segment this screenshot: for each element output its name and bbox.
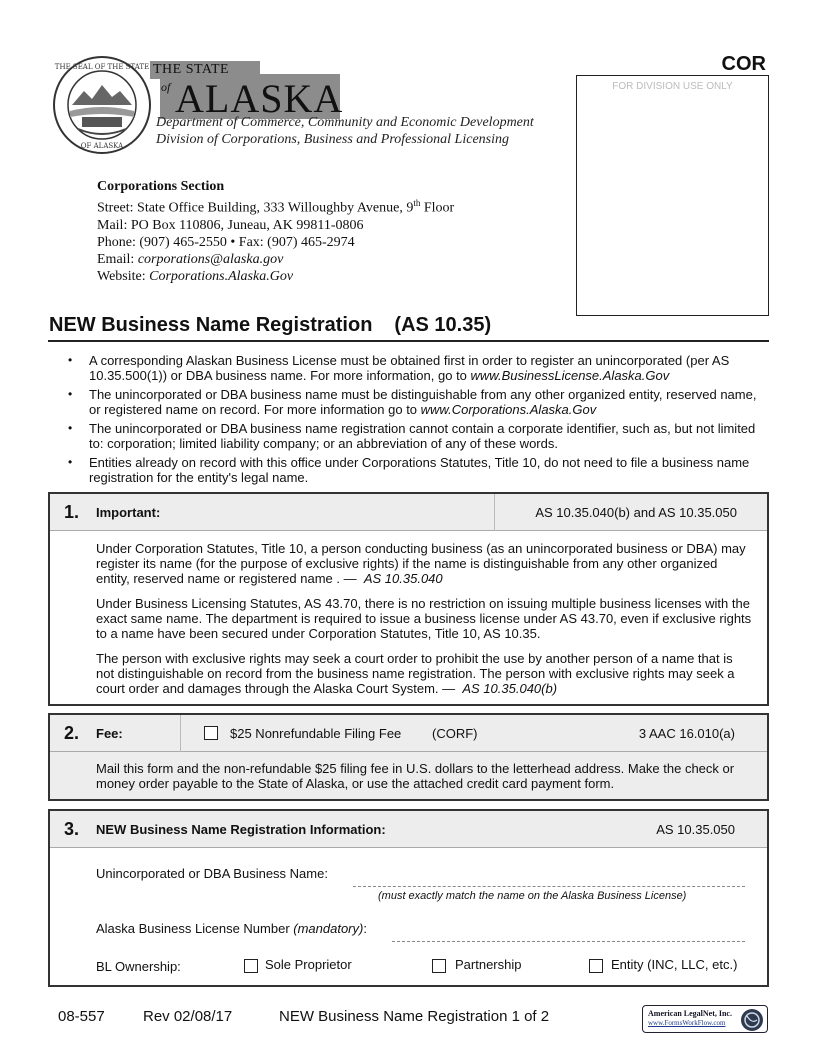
section-citation: AS 10.35.050 [656, 822, 735, 837]
section-number: 2. [64, 723, 80, 743]
form-number: 08-557 [58, 1008, 105, 1025]
section-citation: AS 10.35.040(b) and AS 10.35.050 [535, 505, 737, 520]
business-name-label: Unincorporated or DBA Business Name: [96, 866, 328, 881]
section-header [50, 494, 767, 531]
section-citation: 3 AAC 16.010(a) [638, 726, 735, 741]
sole-proprietor-checkbox[interactable] [244, 959, 258, 973]
corporations-section-title: Corporations Section [97, 179, 225, 194]
section-number: 1. [64, 502, 80, 522]
form-code: COR [721, 53, 766, 75]
website-line: Website: Corporations.Alaska.Gov [97, 268, 294, 284]
filing-fee-label: $25 Nonrefundable Filing Fee [230, 726, 402, 741]
email-link[interactable]: corporations@alaska.gov [137, 251, 284, 267]
entity-label: Entity (INC, LLC, etc.) [611, 957, 738, 972]
paragraph: Under Corporation Statutes, Title 10, a person conducting business (as an unincorporated business or DBA) may register its name (for the purpose of exclusive rights) if the name is distinguishable from any other organized entity, reserved name or registered name . — AS 10.35.040 [96, 541, 746, 586]
revision-date: Rev 02/08/17 [143, 1008, 233, 1025]
list-item: • A corresponding Alaskan Business License must be obtained first in order to register an unincorporated (per AS 10.35.500(1)) or DBA business name. For more information, go to www.BusinessLicense.Alaska.Gov [65, 353, 765, 383]
partnership-label: Partnership [455, 957, 522, 972]
section-number: 3. [64, 819, 80, 839]
svg-text:OF ALASKA: OF ALASKA [80, 142, 124, 150]
street-address: Street: State Office Building, 333 Willoughby Avenue, 9th Floor [97, 198, 455, 216]
section-label: Important: [96, 505, 161, 520]
entity-checkbox[interactable] [589, 959, 603, 973]
mail-address: Mail: PO Box 110806, Juneau, AK 99811-0806 [97, 217, 364, 233]
filing-fee-code: (CORF) [432, 726, 478, 741]
state-seal-image [52, 55, 152, 155]
section-body [50, 531, 767, 696]
partnership-checkbox[interactable] [432, 959, 446, 973]
division-use-box [576, 75, 769, 316]
paragraph: The person with exclusive rights may seek a court order to prohibit the use by another person of a name that is not distinguishable on record from the business name registration. The person with exclusive rights may seek a court order and damages through the Alaska Court System. — AS 10.35.040(b) [96, 651, 735, 696]
list-item: • Entities already on record with this office under Corporations Statutes, Title 10, do not need to file a business name registration for the entity's legal name. [65, 455, 765, 485]
footer-page-title: NEW Business Name Registration 1 of 2 [279, 1008, 550, 1025]
corporations-link[interactable]: www.Corporations.Alaska.Gov [420, 402, 597, 417]
globe-icon [740, 1008, 764, 1032]
publisher-badge[interactable] [642, 1005, 768, 1033]
svg-text:THE SEAL OF THE STATE: THE SEAL OF THE STATE [54, 63, 150, 71]
business-license-link[interactable]: www.BusinessLicense.Alaska.Gov [470, 368, 670, 383]
list-item: • The unincorporated or DBA business name must be distinguishable from any other organized entity, reserved name, or registered name on record. For more information go to www.Corporations.Alaska.Gov [65, 387, 765, 417]
section-fee [48, 713, 769, 801]
paragraph: Under Business Licensing Statutes, AS 43.70, there is no restriction on issuing multiple business licenses with the exact same name. The department is required to issue a business license under AS 43.70, even if exclusive rights to a name have been secured under Corporation Statutes, Title 10, AS 10.35. [96, 596, 752, 641]
column-divider [494, 494, 495, 531]
logo-of: of [161, 80, 171, 94]
phone-fax: Phone: (907) 465-2550 • Fax: (907) 465-2974 [97, 234, 355, 250]
business-license-label: Alaska Business License Number (mandatory): [96, 921, 367, 936]
publisher-name: American LegalNet, Inc. [648, 1009, 732, 1018]
department-block [156, 114, 534, 148]
ownership-label: BL Ownership: [96, 959, 181, 974]
email-line: Email: corporations@alaska.gov [97, 251, 284, 267]
column-divider [180, 715, 181, 752]
section-label: NEW Business Name Registration Information: [96, 822, 386, 837]
department-line: Department of Commerce, Community and Economic Development [156, 115, 534, 130]
sole-proprietor-label: Sole Proprietor [265, 957, 352, 972]
instructions-list [65, 353, 765, 489]
title-divider [48, 340, 769, 342]
business-name-input[interactable] [353, 886, 745, 887]
division-line: Division of Corporations, Business and Professional Licensing [156, 132, 509, 147]
section-header [50, 811, 767, 848]
logo-alaska: ALASKA [175, 76, 344, 121]
filing-fee-checkbox[interactable] [204, 726, 218, 740]
page-title: NEW Business Name Registration (AS 10.35) [49, 314, 492, 336]
list-item: • The unincorporated or DBA business name registration cannot contain a corporate identifier, such as, but not limited to: corporation; limited liability company; or an abbreviation of any of these words. [65, 421, 765, 451]
publisher-url[interactable]: www.FormsWorkFlow.com [648, 1019, 726, 1027]
section-body: Mail this form and the non-refundable $25 filing fee in U.S. dollars to the letterhead address. Make the check or money order payable to the State of Alaska, or use the attached credit card payment form. [50, 752, 767, 799]
section-important [48, 492, 769, 706]
section-registration-info [48, 809, 769, 987]
section-header [50, 715, 767, 752]
business-name-hint: (must exactly match the name on the Alaska Business License) [378, 890, 687, 902]
website-link[interactable]: Corporations.Alaska.Gov [149, 268, 294, 284]
division-use-label: FOR DIVISION USE ONLY [612, 81, 733, 92]
section-label: Fee: [96, 726, 123, 741]
contact-block [97, 178, 454, 285]
business-license-input[interactable] [392, 941, 745, 942]
logo-the-state: THE STATE [153, 62, 230, 77]
